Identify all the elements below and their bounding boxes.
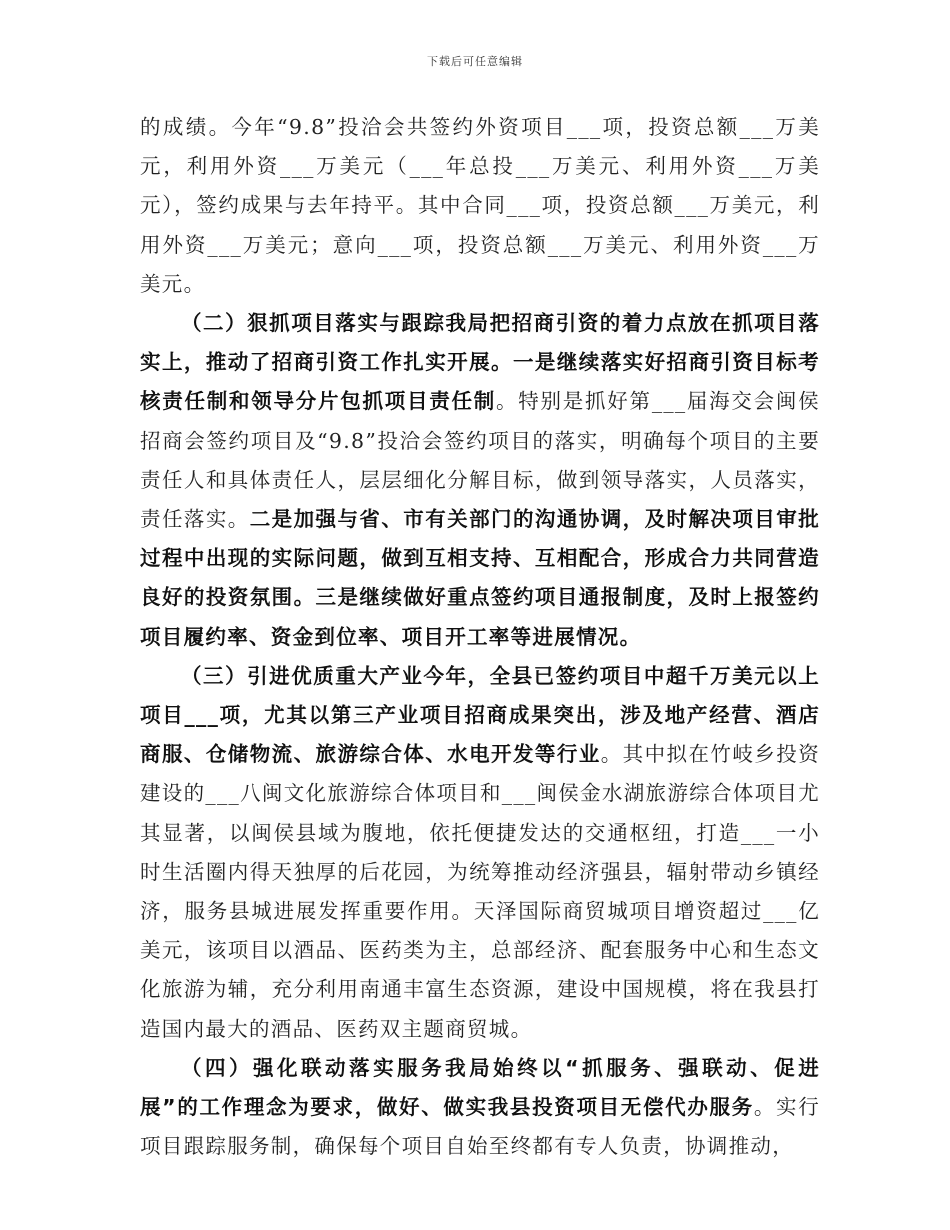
paragraph-1 <box>140 108 820 304</box>
paragraph-3-body: 。其中拟在竹岐乡投资建设的___八闽文化旅游综合体项目和___闽侯金水湖旅游综合体项目尤其显著，以闽侯县域为腹地，依托便捷发达的交通枢纽，打造___一小时生活圈内得天独厚的后花园，为统筹推动经济强县，辐射带动乡镇经济，服务县城进展发挥重要作用。天泽国际商贸城项目增资超过___亿美元，该项目以酒品、医药类为主，总部经济、配套服务中心和生态文化旅游为辅，充分利用南通丰富生态资源，建设中国规模，将在我县打造国内最大的酒品、医药双主题商贸城。 <box>140 742 820 1041</box>
document-body <box>140 108 820 1166</box>
paragraph-1-text: 的成绩。今年“9.8”投洽会共签约外资项目___项，投资总额___万美元，利用外资___万美元（___年总投___万美元、利用外资___万美元），签约成果与去年持平。其中合同___项，投资总额___万美元，利用外资___万美元；意向___项，投资总额___万美元、利用外资___万美元。 <box>140 115 820 296</box>
paragraph-4-body: 。实行项目跟踪服务制，确保每个项目自始至终都有专人负责，协调推动， <box>140 1095 820 1159</box>
paragraph-3-bold-lead: （三）引进优质重大产业今年，全县已签约项目中超千万美元以上项目___项，尤其以第三产业项目招商成果突出，涉及地产经营、酒店商服、仓储物流、旅游综合体、水电开发等行业 <box>140 663 820 767</box>
paragraph-2-bold-lead: （二）狠抓项目落实与跟踪我局把招商引资的着力点放在抓项目落实上，推动了招商引资工作扎实开展。一是继续落实好招商引资目标考核责任制和领导分片包抓项目责任制 <box>140 311 820 414</box>
paragraph-3 <box>140 657 820 1049</box>
page-header: 下载后可任意编辑 <box>427 55 523 68</box>
paragraph-4-bold-lead: （四）强化联动落实服务我局始终以“抓服务、强联动、促进展”的工作理念为要求，做好、做实我县投资项目无偿代办服务 <box>140 1055 820 1120</box>
paragraph-2-body: 。特别是抓好第___届海交会闽侯招商会签约项目及“9.8”投洽会签约项目的落实，明确每个项目的主要责任人和具体责任人，层层细化分解目标，做到领导落实，人员落实，责任落实。 <box>140 389 820 532</box>
paragraph-2 <box>140 304 820 657</box>
paragraph-4 <box>140 1049 820 1167</box>
paragraph-2-bold-tail: 二是加强与省、市有关部门的沟通协调，及时解决项目审批过程中出现的实际问题，做到互相支持、互相配合，形成合力共同营造良好的投资氛围。三是继续做好重点签约项目通报制度，及时上报签约项目履约率、资金到位率、项目开工率等进展情况。 <box>140 507 820 649</box>
